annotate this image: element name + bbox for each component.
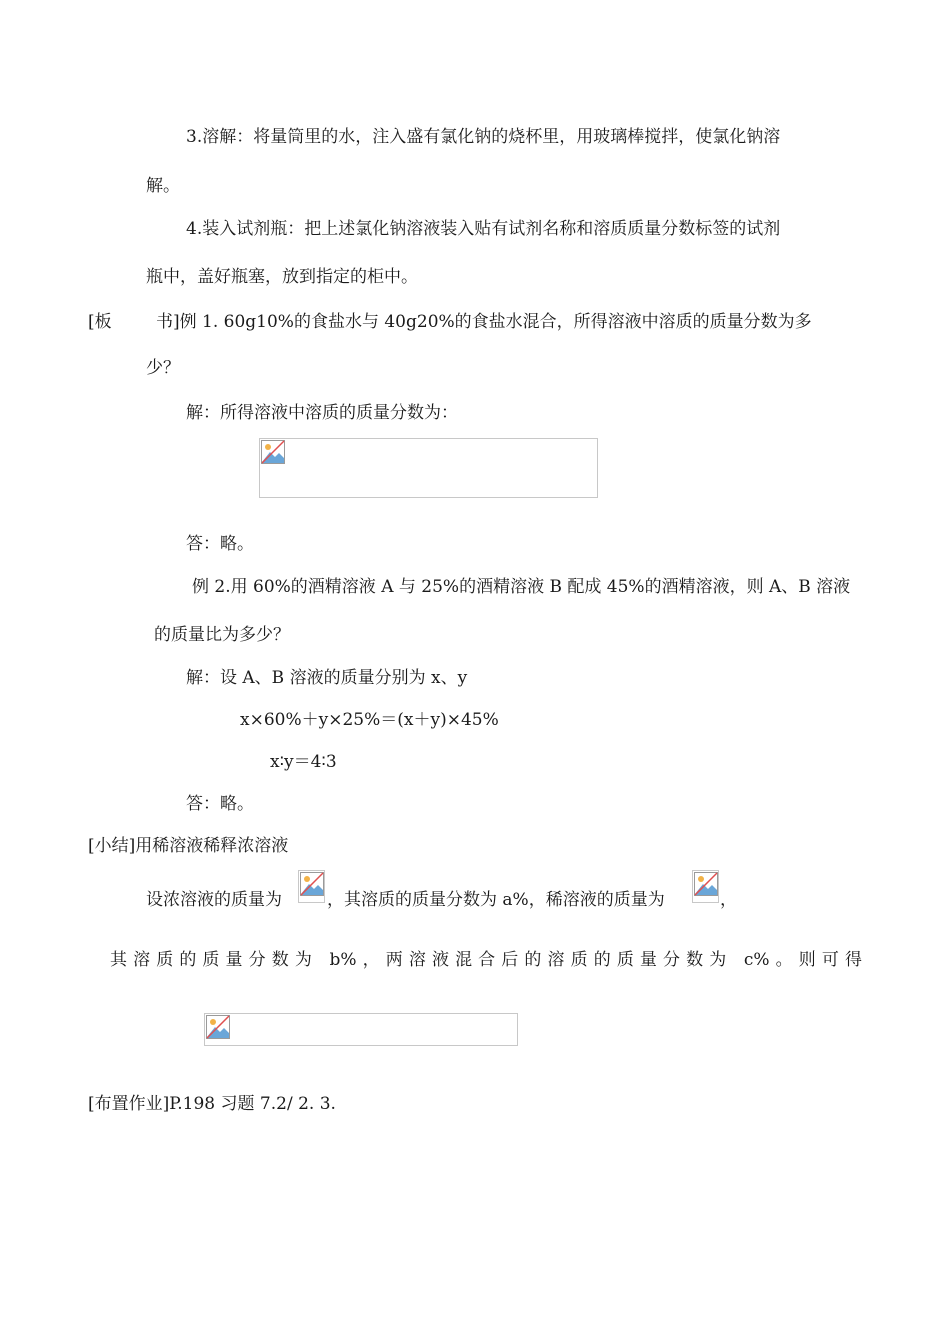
step4-line2: 瓶中，盖好瓶塞，放到指定的柜中。 xyxy=(146,267,418,287)
broken-image-icon xyxy=(261,440,285,464)
formula-image-2 xyxy=(204,1013,518,1046)
formula-image-1 xyxy=(259,438,598,498)
example2-ratio: x∶y＝4∶3 xyxy=(270,752,337,772)
example2-line1: 例 2.用 60%的酒精溶液 A 与 25%的酒精溶液 B 配成 45%的酒精溶液，则 A、B 溶液 xyxy=(192,577,851,597)
inline-image-concentrated-mass xyxy=(298,870,325,903)
broken-image-icon xyxy=(300,872,324,896)
summary-line1-part1: 设浓溶液的质量为 xyxy=(146,890,282,910)
example1-line1: 书]例 1. 60g10%的食盐水与 40g20%的食盐水混合，所得溶液中溶质的质量分数为多 xyxy=(156,312,812,332)
summary-heading: [小结]用稀溶液稀释浓溶液 xyxy=(88,836,289,856)
homework-line: [布置作业]P.198 习题 7.2/ 2. 3. xyxy=(88,1094,336,1114)
step4-line1: 4.装入试剂瓶：把上述氯化钠溶液装入贴有试剂名称和溶质质量分数标签的试剂 xyxy=(186,219,781,239)
example2-solution-intro: 解：设 A、B 溶液的质量分别为 x、y xyxy=(186,668,468,688)
example2-answer: 答：略。 xyxy=(186,794,254,814)
example1-solution-intro: 解：所得溶液中溶质的质量分数为： xyxy=(186,403,458,423)
example2-line2: 的质量比为多少？ xyxy=(154,625,290,645)
example1-answer: 答：略。 xyxy=(186,534,254,554)
board-label: [板 xyxy=(88,312,112,332)
step3-line2: 解。 xyxy=(146,176,180,196)
summary-line1-part3: ， xyxy=(720,890,737,910)
example2-equation: x×60%＋y×25%＝(x＋y)×45% xyxy=(240,710,499,730)
inline-image-dilute-mass xyxy=(692,870,719,903)
step3-line1: 3.溶解：将量筒里的水，注入盛有氯化钠的烧杯里，用玻璃棒搅拌，使氯化钠溶 xyxy=(186,127,781,147)
broken-image-icon xyxy=(206,1015,230,1039)
summary-line2: 其溶质的质量分数为 b%，两溶液混合后的溶质的质量分数为 c%。则可得 xyxy=(110,950,862,970)
broken-image-icon xyxy=(694,872,718,896)
summary-line1-part2: ，其溶质的质量分数为 a%，稀溶液的质量为 xyxy=(327,890,665,910)
example1-line2: 少？ xyxy=(146,358,180,378)
